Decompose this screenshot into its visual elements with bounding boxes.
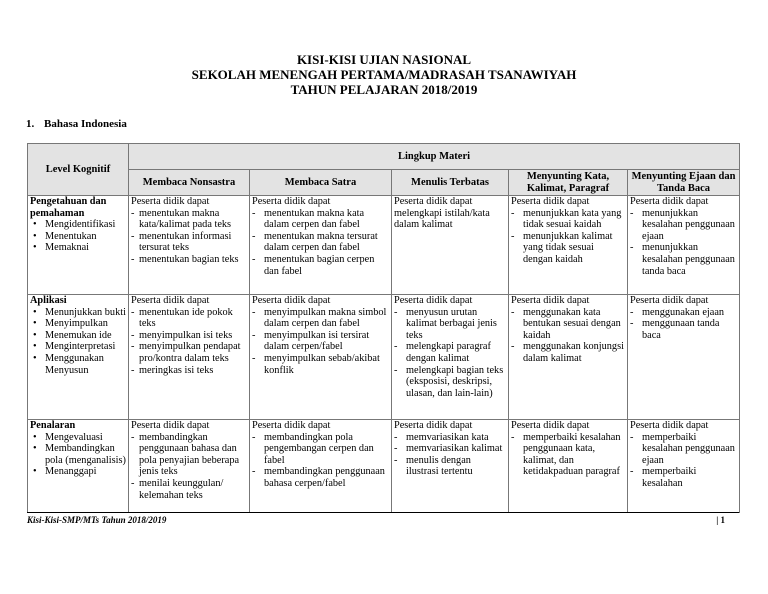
cell-item: - memvariasikan kalimat bbox=[394, 443, 506, 455]
cell-item: - menentukan makna tersurat dalam cerpen dan fabel bbox=[252, 231, 389, 254]
materi-cell bbox=[250, 196, 392, 295]
materi-cell bbox=[509, 420, 628, 513]
cell-item: - menyimpulkan makna simbol dalam cerpen dan fabel bbox=[252, 307, 389, 330]
cell-item: - menggunaan tanda baca bbox=[630, 318, 737, 341]
cell-item: - menyimpulkan isi tersirat dalam cerpen/fabel bbox=[252, 330, 389, 353]
materi-cell bbox=[250, 295, 392, 420]
cell-item: - menentukan bagian teks bbox=[131, 254, 247, 266]
cell-intro: Peserta didik dapat bbox=[131, 420, 210, 431]
cell-item: - meringkas isi teks bbox=[131, 365, 247, 377]
materi-cell bbox=[129, 420, 250, 513]
cell-item: - menyusun urutan kalimat berbagai jenis teks bbox=[394, 307, 506, 342]
cell-item: - menggunakan kata bentukan sesuai dengan kaidah bbox=[511, 307, 625, 342]
cell-item: - memperbaiki kesalahan penggunaan kata, kalimat, dan ketidakpaduan paragraf bbox=[511, 432, 625, 478]
cell-item: - membandingkan penggunaan bahasa dan pola penyajian beberapa jenis teks bbox=[131, 432, 247, 478]
materi-cell bbox=[628, 420, 740, 513]
level-item: • Menyimpulkan bbox=[30, 318, 126, 330]
cell-intro: Peserta didik dapat bbox=[394, 295, 473, 306]
level-title: Pengetahuan dan pemahaman bbox=[30, 196, 107, 219]
table-row bbox=[28, 196, 740, 295]
level-item: • Mengidentifikasi bbox=[30, 219, 126, 231]
materi-cell bbox=[250, 420, 392, 513]
cell-item: - menyimpulkan sebab/akibat konflik bbox=[252, 353, 389, 376]
cell-item: - menunjukkan kata yang tidak sesuai kaidah bbox=[511, 208, 625, 231]
level-item: • Menanggapi bbox=[30, 466, 126, 478]
cell-item: - membandingkan pola pengembangan cerpen dan fabel bbox=[252, 432, 389, 467]
level-cell bbox=[28, 196, 129, 295]
level-title: Penalaran bbox=[30, 420, 76, 431]
cell-intro: Peserta didik dapat bbox=[252, 196, 331, 207]
cell-item: - melengkapi paragraf dengan kalimat bbox=[394, 341, 506, 364]
level-item: • Menunjukkan bukti bbox=[30, 307, 126, 319]
materi-cell bbox=[392, 295, 509, 420]
level-cell bbox=[28, 295, 129, 420]
cell-item: - memperbaiki kesalahan bbox=[630, 466, 737, 489]
cell-item: - menunjukkan kesalahan penggunaan tanda baca bbox=[630, 242, 737, 277]
cell-item: - menentukan makna kata/kalimat pada teks bbox=[131, 208, 247, 231]
materi-cell bbox=[392, 196, 509, 295]
cell-intro: Peserta didik dapat bbox=[252, 420, 331, 431]
level-item: • Mengevaluasi bbox=[30, 432, 126, 444]
cell-item: - memvariasikan kata bbox=[394, 432, 506, 444]
section-label: Bahasa Indonesia bbox=[44, 118, 127, 130]
cell-item: - memperbaiki kesalahan penggunaan ejaan bbox=[630, 432, 737, 467]
column-header: Membaca Satra bbox=[250, 170, 392, 196]
cell-item: - menyimpulkan pendapat pro/kontra dalam teks bbox=[131, 341, 247, 364]
header-row-2 bbox=[28, 170, 740, 196]
level-item: • Menginterpretasi bbox=[30, 341, 126, 353]
page-footer bbox=[27, 512, 739, 525]
cell-item: - melengkapi bagian teks (eksposisi, deskripsi, ulasan, dan lain-lain) bbox=[394, 365, 506, 400]
cell-intro: Peserta didik dapat bbox=[511, 196, 590, 207]
cell-item: - menggunakan ejaan bbox=[630, 307, 737, 319]
table-row bbox=[28, 420, 740, 513]
cell-item: - menggunakan konjungsi dalam kalimat bbox=[511, 341, 625, 364]
column-header: Menyunting Kata, Kalimat, Paragraf bbox=[509, 170, 628, 196]
level-item: • Menggunakan Menyusun bbox=[30, 353, 126, 376]
table-row bbox=[28, 295, 740, 420]
cell-intro: Peserta didik dapat bbox=[630, 196, 709, 207]
column-header: Menulis Terbatas bbox=[392, 170, 509, 196]
materi-cell bbox=[628, 295, 740, 420]
cell-intro: Peserta didik dapat bbox=[131, 295, 210, 306]
materi-cell bbox=[509, 196, 628, 295]
cell-item: - menunjukkan kalimat yang tidak sesuai dengan kaidah bbox=[511, 231, 625, 266]
cell-item: - menentukan ide pokok teks bbox=[131, 307, 247, 330]
section-heading bbox=[26, 118, 127, 130]
level-kognitif-header: Level Kognitif bbox=[28, 144, 129, 196]
cell-item: - menentukan informasi tersurat teks bbox=[131, 231, 247, 254]
footer-text: Kisi-Kisi-SMP/MTs Tahun 2018/2019 bbox=[27, 515, 167, 525]
cell-item: - menentukan bagian cerpen dan fabel bbox=[252, 254, 389, 277]
level-item: • Menemukan ide bbox=[30, 330, 126, 342]
column-header: Menyunting Ejaan dan Tanda Baca bbox=[628, 170, 740, 196]
materi-cell bbox=[129, 196, 250, 295]
cell-item: - menyimpulkan isi teks bbox=[131, 330, 247, 342]
cell-intro: Peserta didik dapat bbox=[394, 420, 473, 431]
cell-intro: Peserta didik dapat bbox=[511, 420, 590, 431]
level-item: • Menentukan bbox=[30, 231, 126, 243]
level-title: Aplikasi bbox=[30, 295, 67, 306]
lingkup-materi-header: Lingkup Materi bbox=[129, 144, 740, 170]
cell-item: - menunjukkan kesalahan penggunaan ejaan bbox=[630, 208, 737, 243]
cell-intro: Peserta didik dapat bbox=[252, 295, 331, 306]
page-number: | 1 bbox=[716, 515, 725, 525]
cell-intro: Peserta didik dapat melengkapi istilah/kata dalam kalimat bbox=[394, 196, 490, 231]
level-cell bbox=[28, 420, 129, 513]
level-item: • Membandingkan pola (menganalisis) bbox=[30, 443, 126, 466]
cell-intro: Peserta didik dapat bbox=[131, 196, 210, 207]
cell-item: - menulis dengan ilustrasi tertentu bbox=[394, 455, 506, 478]
materi-cell bbox=[628, 196, 740, 295]
kisi-kisi-table bbox=[27, 143, 740, 513]
cell-intro: Peserta didik dapat bbox=[630, 420, 709, 431]
doc-title-line1: KISI-KISI UJIAN NASIONAL bbox=[296, 52, 472, 67]
cell-item: - membandingkan penggunaan bahasa cerpen/fabel bbox=[252, 466, 389, 489]
column-header: Membaca Nonsastra bbox=[129, 170, 250, 196]
cell-item: - menilai keunggulan/ kelemahan teks bbox=[131, 478, 247, 501]
doc-title-line2: SEKOLAH MENENGAH PERTAMA/MADRASAH TSANAWIYAH bbox=[191, 67, 577, 82]
cell-intro: Peserta didik dapat bbox=[511, 295, 590, 306]
materi-cell bbox=[392, 420, 509, 513]
section-number: 1. bbox=[26, 118, 35, 130]
header-row-1 bbox=[28, 144, 740, 170]
level-item: • Memaknai bbox=[30, 242, 126, 254]
cell-item: - menentukan makna kata dalam cerpen dan fabel bbox=[252, 208, 389, 231]
doc-title-line3: TAHUN PELAJARAN 2018/2019 bbox=[290, 82, 478, 97]
cell-intro: Peserta didik dapat bbox=[630, 295, 709, 306]
materi-cell bbox=[129, 295, 250, 420]
materi-cell bbox=[509, 295, 628, 420]
